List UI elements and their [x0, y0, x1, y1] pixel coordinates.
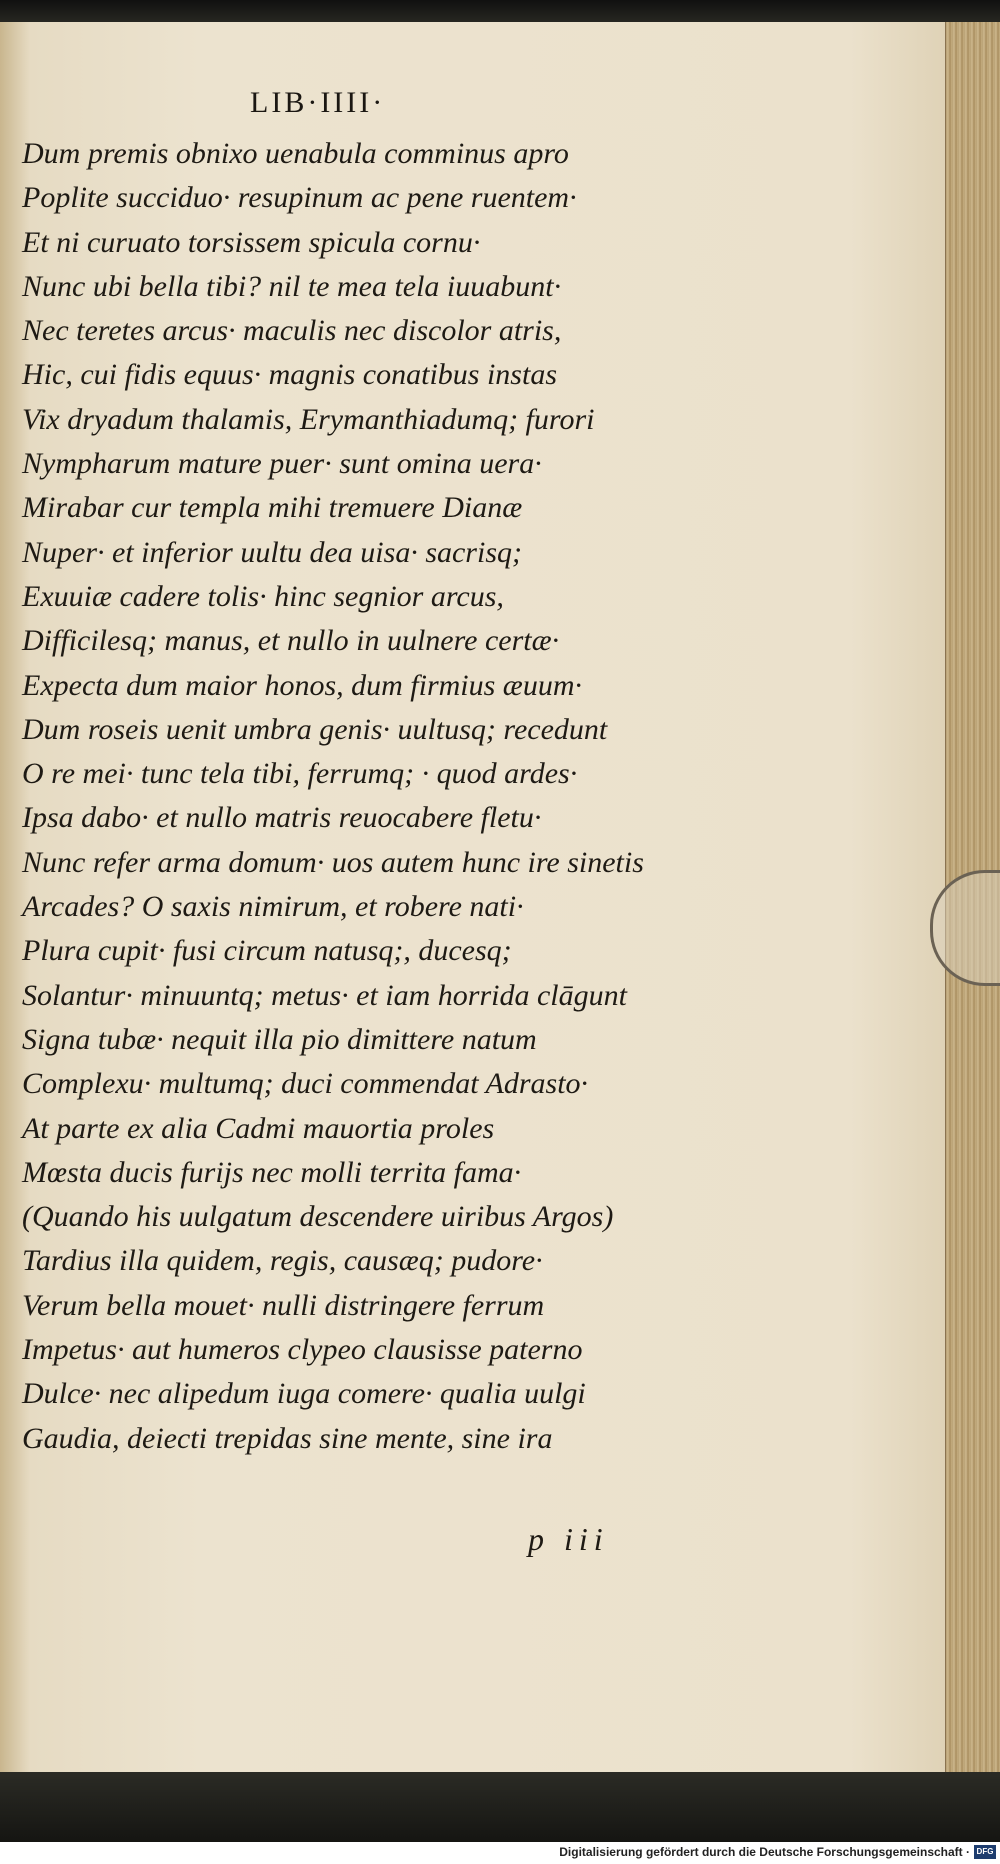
running-header: LIB·IIII·	[250, 86, 386, 119]
verse-line: Dulce· nec alipedum iuga comere· qualia uulgi	[22, 1377, 586, 1411]
verse-line: Tardius illa quidem, regis, causæq; pudore·	[22, 1244, 543, 1278]
scan-bottom-edge	[0, 1772, 1000, 1842]
verse-line: Nuper· et inferior uultu dea uisa· sacrisq;	[22, 535, 522, 569]
verse-line: Complexu· multumq; duci commendat Adrasto·	[22, 1067, 589, 1101]
dfg-logo: DFG	[974, 1845, 996, 1859]
verse-line: At parte ex alia Cadmi mauortia proles	[22, 1111, 495, 1145]
verse-line: Poplite succiduo· resupinum ac pene ruentem·	[22, 181, 577, 215]
verse-line: Mœsta ducis furijs nec molli territa fama·	[22, 1155, 522, 1189]
signature-mark: p iii	[528, 1521, 609, 1557]
verse-line: Nunc ubi bella tibi? nil te mea tela iuuabunt·	[22, 269, 562, 303]
verse-line: Mirabar cur templa mihi tremuere Dianæ	[22, 491, 523, 525]
verse-line: Ipsa dabo· et nullo matris reuocabere fletu·	[22, 801, 542, 835]
verse-line: Expecta dum maior honos, dum firmius æuum·	[22, 668, 582, 702]
verse-line: Signa tubæ· nequit illa pio dimittere natum	[22, 1022, 537, 1056]
verse-line: Dum premis obnixo uenabula comminus apro	[22, 137, 569, 170]
verse-line: Nunc refer arma domum· uos autem hunc ire sinetis	[22, 845, 644, 879]
verse-line: Exuuiæ cadere tolis· hinc segnior arcus,	[22, 579, 504, 613]
verse-line: Difficilesq; manus, et nullo in uulnere certæ·	[22, 624, 560, 658]
verse-line: Gaudia, deiecti trepidas sine mente, sine ira	[22, 1421, 553, 1455]
verse-line: Hic, cui fidis equus· magnis conatibus instas	[22, 358, 557, 392]
verse-line: Nec teretes arcus· maculis nec discolor atris,	[22, 314, 562, 348]
verse-line: Solantur· minuuntq; metus· et iam horrida clāgunt	[22, 978, 627, 1012]
verse-line: Et ni curuato torsissem spicula cornu·	[22, 225, 481, 259]
verse-line: Arcades? O saxis nimirum, et robere nati·	[22, 890, 524, 924]
verse-line: Impetus· aut humeros clypeo clausisse paterno	[22, 1333, 583, 1367]
verse-block	[22, 132, 742, 1461]
verse-line: O re mei· tunc tela tibi, ferrumq; · quod ardes·	[22, 757, 578, 791]
digitization-credit: Digitalisierung gefördert durch die Deutsche Forschungsgemeinschaft ·	[559, 1845, 970, 1859]
verse-line: (Quando his uulgatum descendere uiribus Argos)	[22, 1200, 614, 1234]
verse-line: Nympharum mature puer· sunt omina uera·	[22, 447, 542, 481]
verse-line: Vix dryadum thalamis, Erymanthiadumq; furori	[22, 402, 595, 436]
verse-line: Verum bella mouet· nulli distringere ferrum	[22, 1288, 545, 1322]
verse-line: Dum roseis uenit umbra genis· uultusq; recedunt	[22, 712, 608, 746]
verse-line: Plura cupit· fusi circum natusq;, ducesq;	[22, 934, 512, 968]
